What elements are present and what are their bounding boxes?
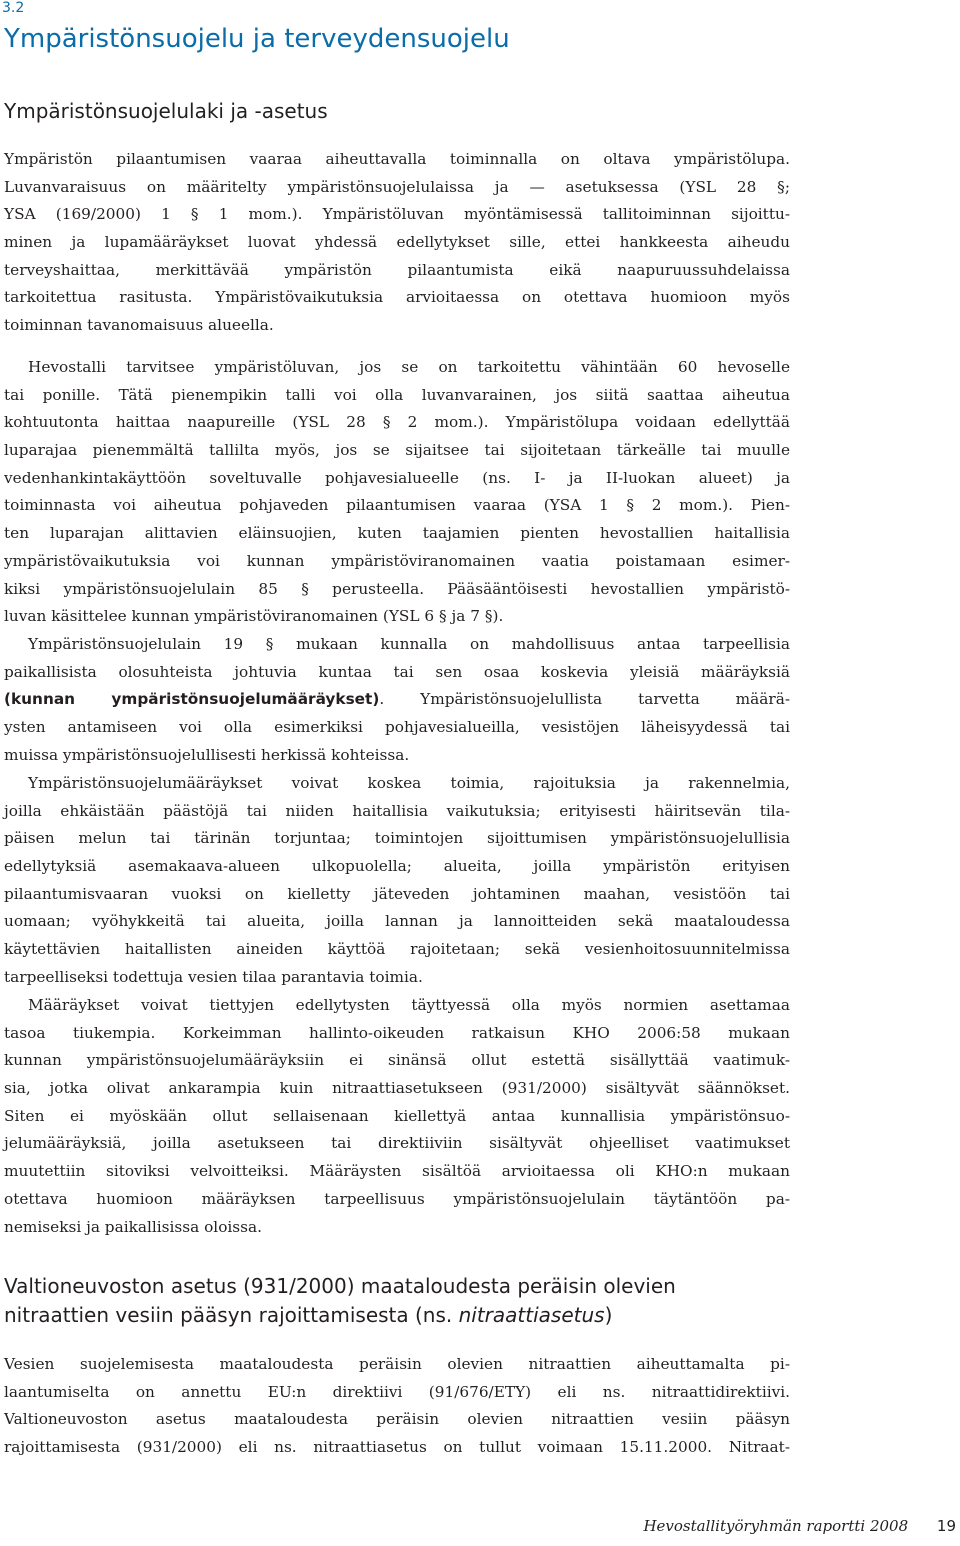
- text-line: Ympäristön pilaantumisen vaaraa aiheuttavalla toiminnalla on oltava ympäristölupa.: [4, 150, 790, 168]
- page-number: 19: [936, 1517, 956, 1535]
- text-line: pilaantumisvaaran vuoksi on kielletty jäteveden johtaminen maahan, vesistöön tai: [4, 884, 790, 903]
- text-line: minen ja lupamääräykset luovat yhdessä edellytykset sille, ettei hankkeesta aiheudu: [4, 233, 790, 252]
- text-line: ten luparajan alittavien eläinsuojien, kuten taajamien pienten hevostallien haitallisia: [4, 524, 790, 543]
- heading-text: nitraattien vesiin pääsyn rajoittamisesta (ns.: [4, 1303, 459, 1327]
- text-line: Hevostalli tarvitsee ympäristöluvan, jos se on tarkoitettu vähintään 60 hevoselle: [28, 358, 790, 376]
- text-line: toiminnan tavanomaisuus alueella.: [4, 316, 274, 335]
- text-line: jelumääräyksiä, joilla asetukseen tai direktiiviin sisältyvät ohjeelliset vaatimukset: [4, 1134, 790, 1153]
- paragraph-4: [4, 770, 790, 992]
- text-line: Määräykset voivat tiettyjen edellytysten täyttyessä olla myös normien asettamaa: [28, 996, 790, 1014]
- text-line: sia, jotka olivat ankarampia kuin nitraattiasetukseen (931/2000) sisältyvät säännökset.: [4, 1079, 790, 1098]
- text-line: päisen melun tai tärinän torjuntaa; toimintojen sijoittumisen ympäristönsuojelullisia: [4, 829, 790, 848]
- text-line: kunnan ympäristönsuojelumääräyksiin ei sinänsä ollut estettä sisällyttää vaatimuk-: [4, 1051, 790, 1070]
- paragraph-3: [4, 631, 790, 769]
- text-line: tarpeelliseksi todettuja vesien tilaa parantavia toimia.: [4, 967, 423, 986]
- text-line: kiksi ympäristönsuojelulain 85 § perusteella. Pääsääntöisesti hevostallien ympäristö-: [4, 579, 790, 598]
- text-line: paikallisista olosuhteista johtuvia kuntaa tai sen osaa koskevia yleisiä määräyksiä: [4, 662, 790, 681]
- page-footer: [643, 1517, 956, 1535]
- text-line: Valtioneuvoston asetus maataloudesta peräisin olevien nitraattien vesiin pääsyn: [4, 1410, 790, 1429]
- text-line: Siten ei myöskään ollut sellaisenaan kiellettyä antaa kunnallisia ympäristönsuo-: [4, 1106, 790, 1125]
- text-line: vedenhankintakäyttöön soveltuvalle pohjavesialueelle (ns. I- ja II-luokan alueet) ja: [4, 468, 790, 487]
- text-line: (kunnan ympäristönsuojelumääräykset). Ympäristönsuojelullista tarvetta määrä-: [4, 690, 790, 709]
- paragraph-1: [4, 146, 790, 340]
- section-heading: [4, 1272, 676, 1330]
- text-line: YSA (169/2000) 1 § 1 mom.). Ympäristöluvan myöntämisessä tallitoiminnan sijoittu-: [4, 205, 790, 224]
- text-line: tai ponille. Tätä pienempikin talli voi olla luvanvarainen, jos siitä saattaa aiheutua: [4, 385, 790, 404]
- subtitle: Ympäristönsuojelulaki ja -asetus: [4, 99, 328, 123]
- text-line: Vesien suojelemisesta maataloudesta peräisin olevien nitraattien aiheuttamalta pi-: [4, 1355, 790, 1373]
- text-line: muutettiin sitoviksi velvoitteiksi. Määräysten sisältöä arvioitaessa oli KHO:n mukaan: [4, 1162, 790, 1181]
- bold-term: (kunnan ympäristönsuojelumääräykset): [4, 690, 380, 709]
- text-line: Ympäristönsuojelumääräykset voivat koskea toimia, rajoituksia ja rakennelmia,: [28, 774, 790, 792]
- paragraph-5: [4, 992, 790, 1241]
- text-line: Luvanvaraisuus on määritelty ympäristönsuojelulaissa ja — asetuksessa (YSL 28 §;: [4, 177, 790, 196]
- text-line: joilla ehkäistään päästöjä tai niiden haitallisia vaikutuksia; erityisesti häiritsevän tila-: [4, 801, 790, 820]
- text-line: rajoittamisesta (931/2000) eli ns. nitraattiasetus on tullut voimaan 15.11.2000. Nitraat-: [4, 1438, 790, 1457]
- text-line: luparajaa pienemmältä tallilta myös, jos se sijaitsee tai sijoitetaan tärkeälle tai muulle: [4, 441, 790, 460]
- heading-italic-term: nitraattiasetus: [458, 1303, 605, 1327]
- text-line: toiminnasta voi aiheutua pohjaveden pilaantumisen vaaraa (YSA 1 § 2 mom.). Pien-: [4, 496, 790, 515]
- text-line: ysten antamiseen voi olla esimerkiksi pohjavesialueilla, vesistöjen läheisyydessä tai: [4, 718, 790, 737]
- paragraph-6: [4, 1351, 790, 1462]
- text-line: uomaan; vyöhykkeitä tai alueita, joilla lannan ja lannoitteiden sekä maataloudessa: [4, 912, 790, 931]
- text-line: Ympäristönsuojelulain 19 § mukaan kunnalla on mahdollisuus antaa tarpeellisia: [28, 635, 790, 653]
- paragraph-2: [4, 354, 790, 631]
- text-line: tasoa tiukempia. Korkeimman hallinto-oikeuden ratkaisun KHO 2006:58 mukaan: [4, 1023, 790, 1042]
- footer-report-title: Hevostallityöryhmän raportti 2008: [643, 1517, 909, 1535]
- text-line: tarkoitettua rasitusta. Ympäristövaikutuksia arvioitaessa on otettava huomioon myös: [4, 288, 790, 307]
- text-line: kohtuutonta haittaa naapureille (YSL 28 § 2 mom.). Ympäristölupa voidaan edellyttää: [4, 413, 790, 432]
- text-line: muissa ympäristönsuojelullisesti herkissä kohteissa.: [4, 745, 410, 764]
- heading-text: ): [604, 1303, 613, 1327]
- text-line: nemiseksi ja paikallisissa oloissa.: [4, 1217, 262, 1236]
- heading-line: [4, 1301, 676, 1330]
- text-line: terveyshaittaa, merkittävää ympäristön pilaantumista eikä naapuruussuhdelaissa: [4, 260, 790, 279]
- text-line: edellytyksiä asemakaava-alueen ulkopuolella; alueita, joilla ympäristön erityisen: [4, 857, 790, 876]
- text-line: otettava huomioon määräyksen tarpeellisuus ympäristönsuojelulain täytäntöön pa-: [4, 1189, 790, 1208]
- section-number: 3.2: [2, 0, 25, 16]
- heading-line: Valtioneuvoston asetus (931/2000) maataloudesta peräisin olevien: [4, 1274, 676, 1298]
- text-line: ympäristövaikutuksia voi kunnan ympäristöviranomainen vaatia poistamaan esimer-: [4, 551, 790, 570]
- text-line: laantumiselta on annettu EU:n direktiivi (91/676/ETY) eli ns. nitraattidirektiivi.: [4, 1382, 790, 1401]
- text-line: käytettävien haitallisten aineiden käyttöä rajoitetaan; sekä vesienhoitosuunnitelmissa: [4, 940, 790, 959]
- page-title: Ympäristönsuojelu ja terveydensuojelu: [4, 24, 510, 54]
- text-line: luvan käsittelee kunnan ympäristöviranomainen (YSL 6 § ja 7 §).: [4, 607, 504, 626]
